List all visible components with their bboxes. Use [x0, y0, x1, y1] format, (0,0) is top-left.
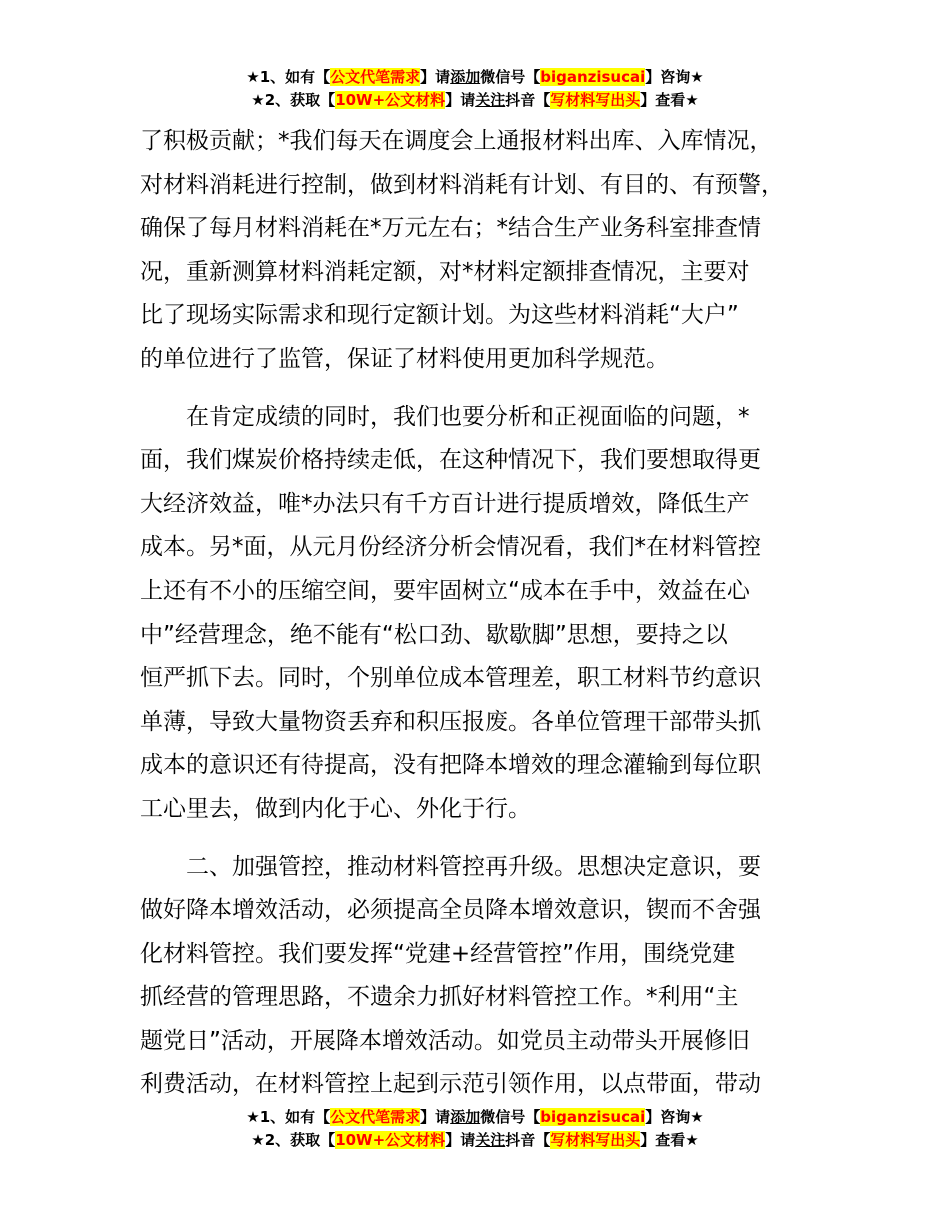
text-line: 成本。另*面，从元月份经济分析会情况看，我们*在材料管控	[140, 534, 761, 561]
text-line: 比了现场实际需求和现行定额计划。为这些材料消耗“大户”	[140, 302, 739, 329]
text-line: 确保了每月材料消耗在*万元左右；*结合生产业务科室排查情	[140, 215, 761, 242]
text-line: 面，我们煤炭价格持续走低，在这种情况下，我们要想取得更	[140, 447, 761, 474]
paragraph	[140, 846, 812, 1108]
text-line: 做好降本增效活动，必须提高全员降本增效意识，锲而不舍强	[140, 897, 761, 924]
banner-underlined: 添加	[450, 1108, 481, 1126]
document-body	[140, 120, 812, 1107]
header-banner	[0, 66, 950, 112]
text-line: 在肯定成绩的同时，我们也要分析和正视面临的问题，*	[140, 403, 750, 430]
text-line: 大经济效益，唯*办法只有千方百计进行提质增效，降低生产	[140, 490, 750, 517]
banner-highlight: 写材料写出头	[550, 1131, 641, 1149]
text-line: 上还有不小的压缩空间，要牢固树立“成本在手中，效益在心	[140, 577, 750, 604]
text-line: 工心里去，做到内化于心、外化于行。	[140, 795, 531, 822]
banner-line-1	[0, 1106, 950, 1129]
text-line: 单薄，导致大量物资丢弃和积压报废。各单位管理干部带头抓	[140, 708, 761, 735]
text-line: 利费活动，在材料管控上起到示范引领作用，以点带面，带动	[140, 1071, 761, 1098]
text-line: 的单位进行了监管，保证了材料使用更加科学规范。	[140, 345, 669, 372]
banner-text: 抖音【	[505, 91, 551, 109]
banner-highlight: biganzisucai	[540, 1108, 646, 1126]
banner-text: 抖音【	[505, 1131, 551, 1149]
banner-line-2	[0, 89, 950, 112]
text-line: 况，重新测算材料消耗定额，对*材料定额排查情况，主要对	[140, 258, 750, 285]
banner-text: 】请	[445, 91, 476, 109]
banner-text: 微信号【	[480, 68, 541, 86]
banner-line-2	[0, 1129, 950, 1152]
text-line: 中”经营理念，绝不能有“松口劲、歇歇脚”思想，要持之以	[140, 621, 728, 648]
banner-highlight: 10W+公文材料	[335, 1131, 446, 1149]
footer-banner	[0, 1106, 950, 1152]
banner-line-1	[0, 66, 950, 89]
text-line: 抓经营的管理思路，不遗余力抓好材料管控工作。*利用“主	[140, 984, 739, 1011]
banner-text: 】查看★	[640, 91, 699, 109]
banner-underlined: 添加	[450, 68, 481, 86]
banner-underlined: 关注	[475, 91, 506, 109]
banner-highlight: 公文代笔需求	[330, 1108, 421, 1126]
text-line: 对材料消耗进行控制，做到材料消耗有计划、有目的、有预警，	[140, 171, 784, 198]
text-line: 了积极贡献；*我们每天在调度会上通报材料出库、入库情况，	[140, 128, 773, 154]
banner-text: 】请	[420, 68, 451, 86]
banner-text: ★1、如有【	[246, 1108, 331, 1126]
banner-highlight: 公文代笔需求	[330, 68, 421, 86]
banner-text: ★2、获取【	[251, 91, 336, 109]
banner-text: 】咨询★	[645, 68, 704, 86]
paragraph	[140, 120, 812, 382]
banner-highlight: biganzisucai	[540, 68, 646, 86]
text-line: 二、加强管控，推动材料管控再升级。思想决定意识，要	[140, 853, 761, 880]
text-line: 题党日”活动，开展降本增效活动。如党员主动带头开展修旧	[140, 1027, 750, 1054]
banner-text: 微信号【	[480, 1108, 541, 1126]
banner-text: ★2、获取【	[251, 1131, 336, 1149]
banner-highlight: 写材料写出头	[550, 91, 641, 109]
banner-text: ★1、如有【	[246, 68, 331, 86]
text-line: 化材料管控。我们要发挥“党建+经营管控”作用，围绕党建	[140, 940, 736, 967]
banner-text: 】请	[420, 1108, 451, 1126]
banner-highlight: 10W+公文材料	[335, 91, 446, 109]
banner-text: 】咨询★	[645, 1108, 704, 1126]
banner-text: 】请	[445, 1131, 476, 1149]
banner-underlined: 关注	[475, 1131, 506, 1149]
text-line: 恒严抓下去。同时，个别单位成本管理差，职工材料节约意识	[140, 665, 761, 692]
banner-text: 】查看★	[640, 1131, 699, 1149]
paragraph	[140, 396, 812, 832]
text-line: 成本的意识还有待提高，没有把降本增效的理念灌输到每位职	[140, 752, 761, 779]
